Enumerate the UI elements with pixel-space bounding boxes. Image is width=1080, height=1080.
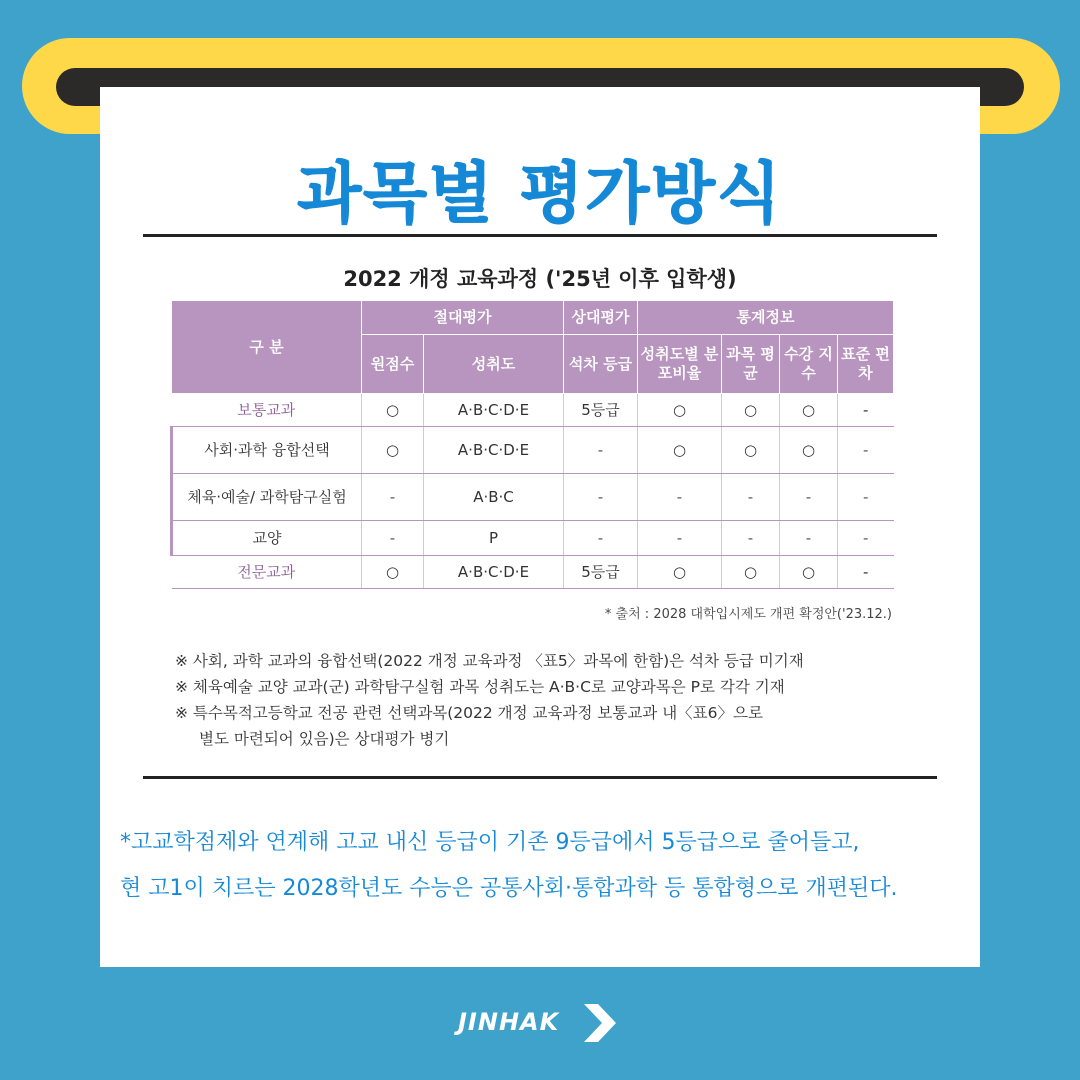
cell-dist: - [638, 474, 722, 521]
cell-students: ○ [780, 394, 838, 427]
cell-raw: - [362, 474, 424, 521]
header-rank: 석차 등급 [564, 335, 638, 394]
row-category: 교양 [172, 521, 362, 556]
header-raw: 원점수 [362, 335, 424, 394]
cell-rank: 5등급 [564, 394, 638, 427]
summary-text [120, 820, 980, 912]
cell-achievement: P [424, 521, 564, 556]
cell-sd: - [838, 394, 894, 427]
header-group-absolute: 절대평가 [362, 301, 564, 335]
header-avg: 과목 평균 [722, 335, 780, 394]
header-achievement: 성취도 [424, 335, 564, 394]
cell-avg: ○ [722, 556, 780, 589]
cell-students: - [780, 521, 838, 556]
notes-block [175, 648, 915, 752]
cell-sd: - [838, 556, 894, 589]
cell-sd: - [838, 427, 894, 474]
table-row [172, 427, 894, 474]
table-title: 2022 개정 교육과정 ('25년 이후 입학생) [343, 267, 737, 291]
jinhak-logo [458, 1000, 628, 1046]
note-line: ※ 특수목적고등학교 전공 관련 선택과목(2022 개정 교육과정 보통교과 내〈표6〉으로 [175, 704, 763, 722]
header-group-relative: 상대평가 [564, 301, 638, 335]
row-category: 사회·과학 융합선택 [172, 427, 362, 474]
cell-dist: - [638, 521, 722, 556]
cell-avg: - [722, 474, 780, 521]
cell-achievement: A·B·C [424, 474, 564, 521]
cell-avg: - [722, 521, 780, 556]
header-dist: 성취도별 분포비율 [638, 335, 722, 394]
cell-dist: ○ [638, 427, 722, 474]
table-row [172, 556, 894, 589]
row-category: 보통교과 [172, 394, 362, 427]
cell-raw: ○ [362, 427, 424, 474]
arrow-icon [580, 1000, 620, 1046]
cell-dist: ○ [638, 394, 722, 427]
note-line: ※ 체육예술 교양 교과(군) 과학탐구실험 과목 성취도는 A·B·C로 교양과목은 P로 각각 기재 [175, 678, 785, 696]
header-sd: 표준 편차 [838, 335, 894, 394]
cell-dist: ○ [638, 556, 722, 589]
cell-raw: - [362, 521, 424, 556]
cell-achievement: A·B·C·D·E [424, 427, 564, 474]
cell-raw: ○ [362, 394, 424, 427]
cell-sd: - [838, 521, 894, 556]
cell-rank: 5등급 [564, 556, 638, 589]
cell-rank: - [564, 474, 638, 521]
source-note: * 출처 : 2028 대학입시제도 개편 확정안('23.12.) [604, 607, 892, 622]
paper-zigzag-edge [100, 930, 980, 970]
top-divider [143, 234, 937, 237]
note-line: 별도 마련되어 있음)은 상대평가 병기 [199, 730, 450, 748]
cell-avg: ○ [722, 427, 780, 474]
logo-text: JINHAK [458, 1008, 560, 1036]
cell-students: - [780, 474, 838, 521]
summary-line: 현 고1이 치르는 2028학년도 수능은 공통사회·통합과학 등 통합형으로 개편된다. [120, 876, 898, 901]
row-category: 전문교과 [172, 556, 362, 589]
cell-students: ○ [780, 427, 838, 474]
cell-achievement: A·B·C·D·E [424, 394, 564, 427]
table-row [172, 474, 894, 521]
header-category: 구 분 [172, 301, 362, 394]
bottom-divider [143, 776, 937, 779]
cell-students: ○ [780, 556, 838, 589]
cell-raw: ○ [362, 556, 424, 589]
cell-avg: ○ [722, 394, 780, 427]
table-row [172, 521, 894, 556]
page-title: 과목별 평가방식 [297, 155, 783, 232]
cell-rank: - [564, 427, 638, 474]
summary-line: *고교학점제와 연계해 고교 내신 등급이 기존 9등급에서 5등급으로 줄어들고, [120, 830, 860, 855]
note-line: ※ 사회, 과학 교과의 융합선택(2022 개정 교육과정 〈표5〉과목에 한함)은 석차 등급 미기재 [175, 652, 804, 670]
evaluation-table [170, 300, 894, 589]
row-category: 체육·예술/ 과학탐구실험 [172, 474, 362, 521]
header-students: 수강 지수 [780, 335, 838, 394]
cell-achievement: A·B·C·D·E [424, 556, 564, 589]
cell-sd: - [838, 474, 894, 521]
table-row [172, 394, 894, 427]
cell-rank: - [564, 521, 638, 556]
header-group-stats: 통계정보 [638, 301, 894, 335]
